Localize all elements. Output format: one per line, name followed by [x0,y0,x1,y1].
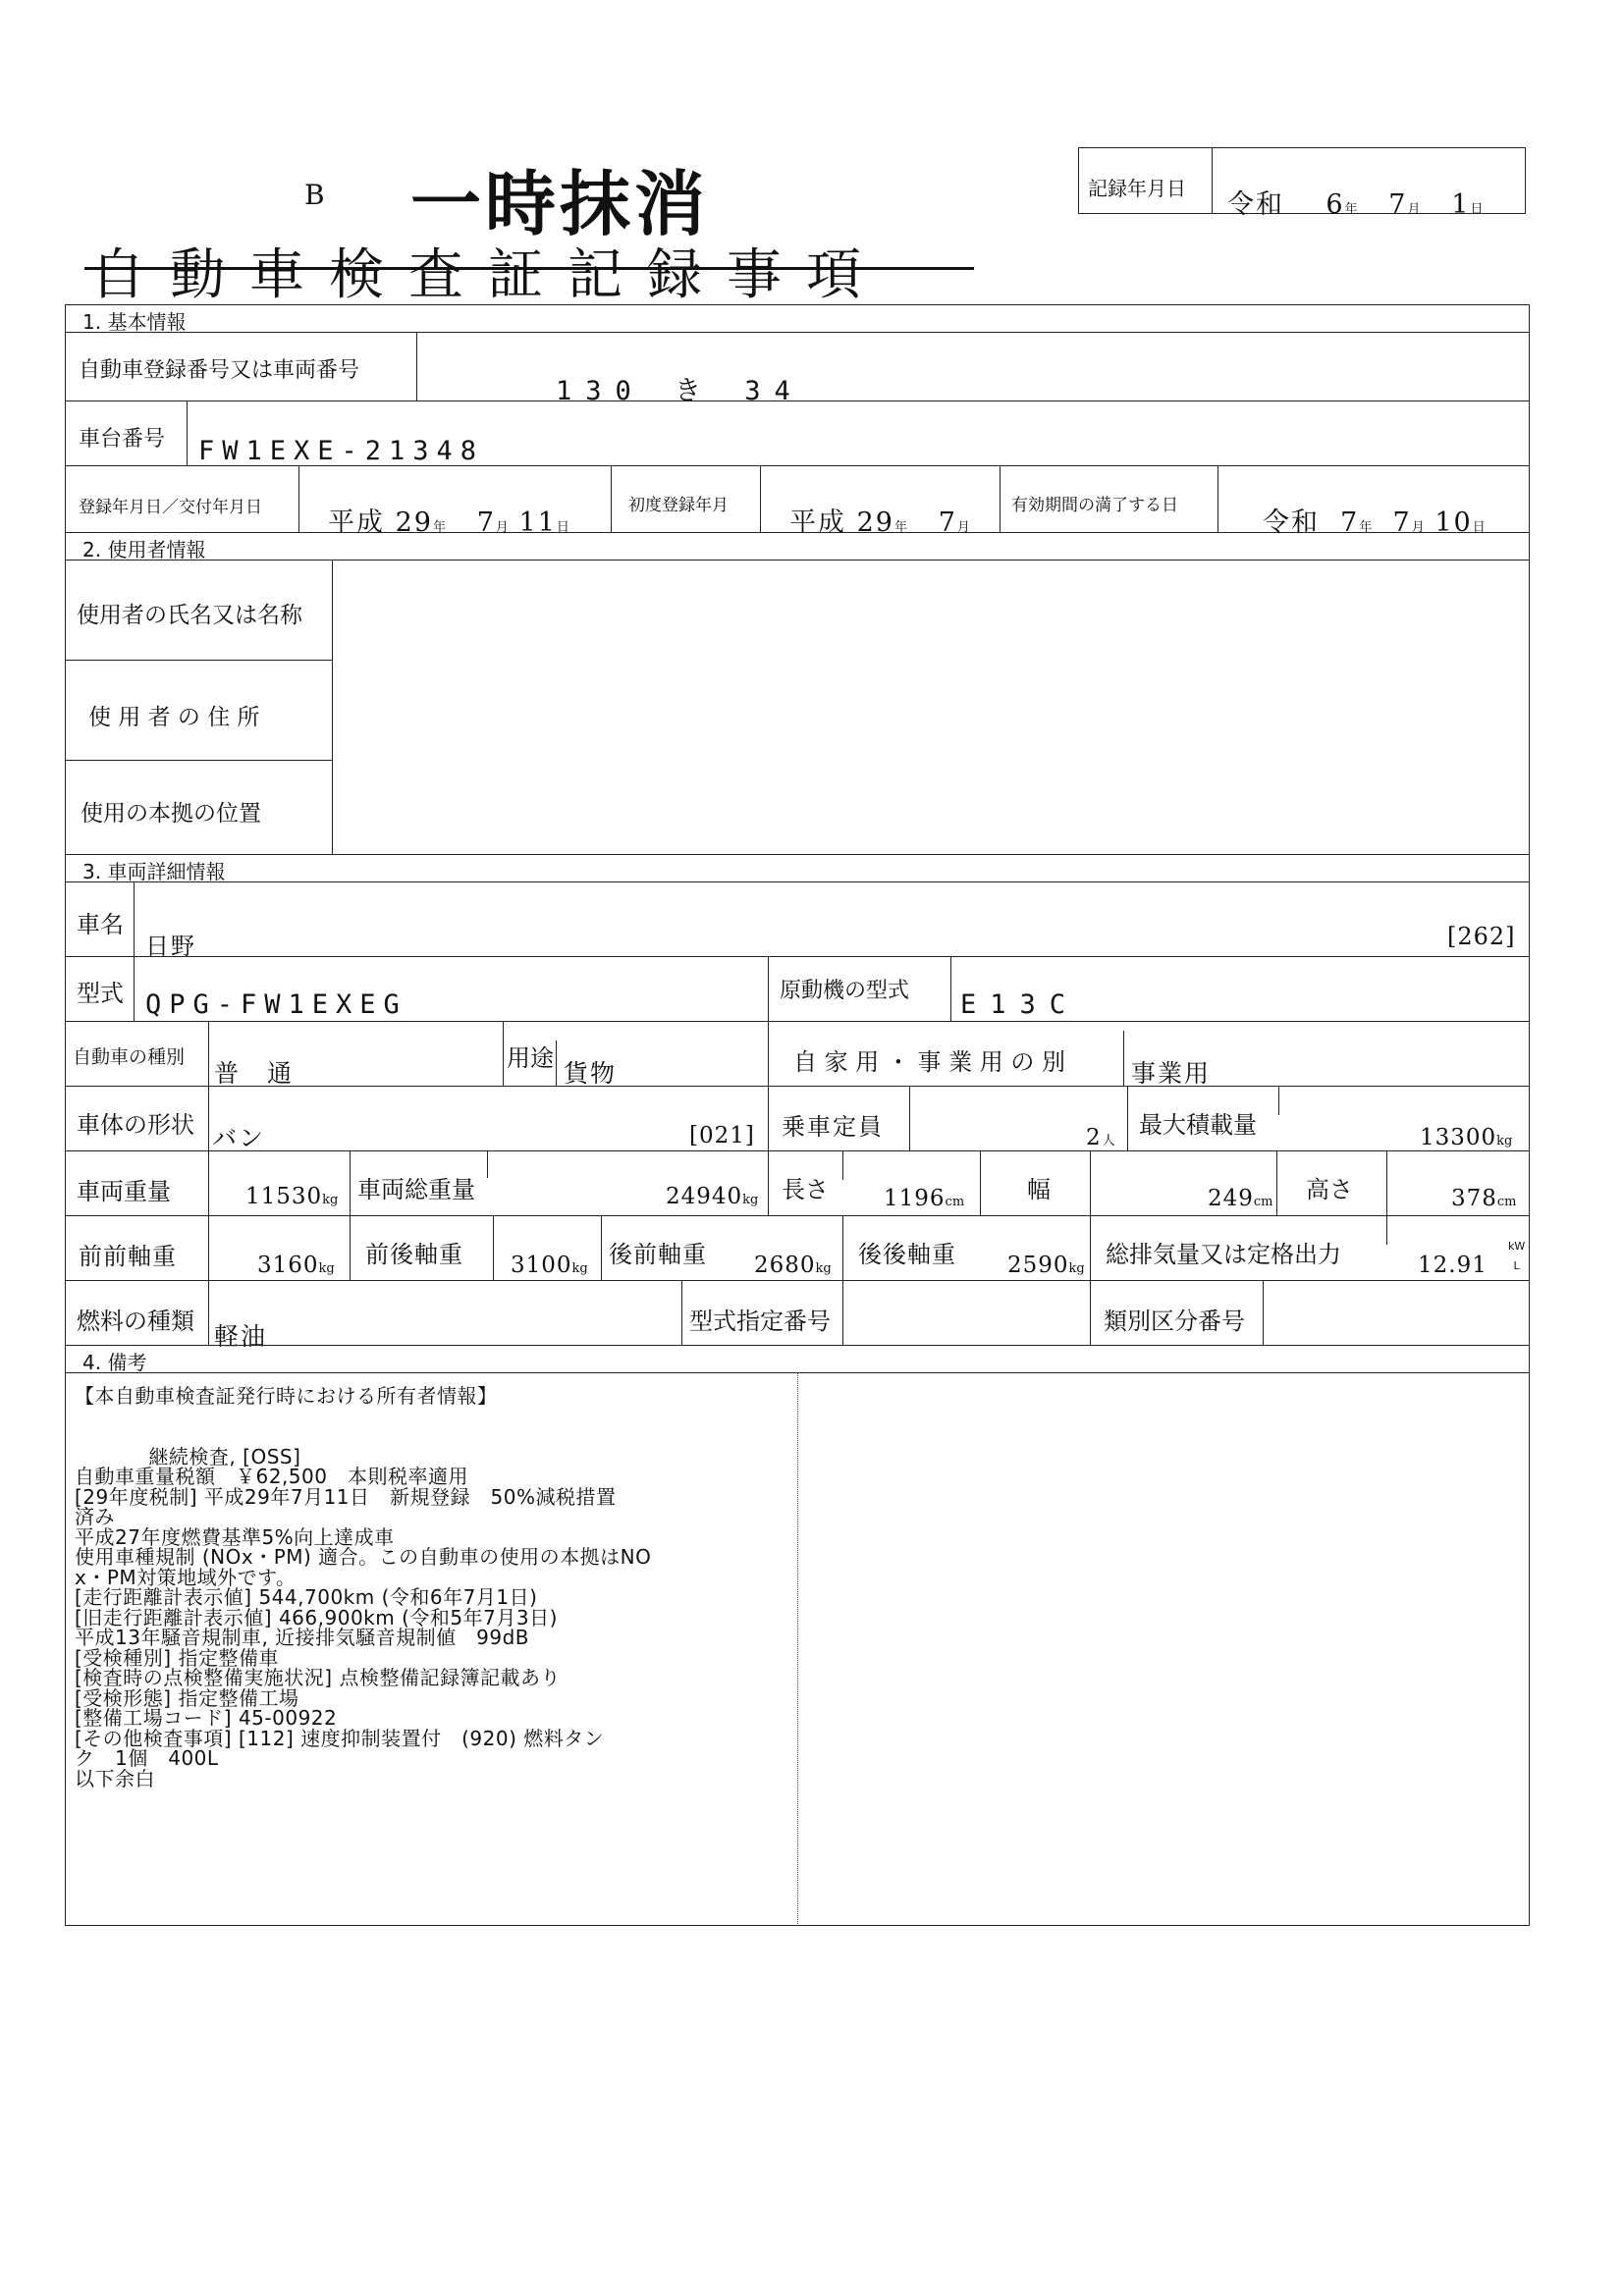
user-name-label: 使用者の氏名又は名称 [77,603,302,628]
rear-rear-axle: 2590kg [1007,1253,1085,1278]
remark-line [75,1407,651,1427]
remark-line: [29年度税制] 平成29年7月11日 新規登録 50%減税措置 [75,1484,617,1509]
remark-line: 自動車重量税額 ￥62,500 本則税率適用 [75,1465,468,1488]
front-front-axle-label: 前前軸重 [79,1243,177,1270]
remark-line: [旧走行距離計表示値] 466,900km (令和5年7月3日) [75,1605,558,1629]
expiry-date-label: 有効期間の満了する日 [1011,496,1178,515]
chassis-number: FW1EXE-21348 [198,436,485,466]
width-label: 幅 [1027,1176,1051,1203]
vehicle-kind: 普 通 [214,1059,295,1088]
gross-weight-label: 車両総重量 [357,1176,475,1203]
private-business-label: 自 家 用 ・ 事 業 用 の 別 [793,1048,1066,1076]
remark-line: 【本自動車検査証発行時における所有者情報】 [75,1384,498,1408]
front-rear-axle-label: 前後軸重 [365,1241,463,1268]
first-registration-date: 平成 29年 7月 [789,507,970,538]
section3-heading: 3. 車両詳細情報 [82,860,226,883]
front-front-axle: 3160kg [257,1253,335,1278]
remark-line: [整備工場コード] 45-00922 [75,1706,338,1730]
record-date-value: 令和 6年 7月 1日 [1227,189,1484,220]
document-title [90,232,964,310]
remark-line: 以下余白 [75,1766,155,1790]
remark-line: [走行距離計表示値] 544,700km (令和6年7月1日) [75,1585,538,1609]
vehicle-weight: 11530kg [245,1184,339,1209]
max-load-label: 最大積載量 [1139,1111,1257,1139]
maker-label: 車名 [77,911,124,938]
remark-line: 継続検査, [OSS] [75,1444,301,1468]
registration-date: 平成 29年 7月 11日 [328,507,569,538]
max-load: 13300kg [1420,1125,1513,1150]
rear-front-axle-label: 後前軸重 [609,1241,707,1268]
remark-line: [検査時の点検整備実施状況] 点検整備記録簿記載あり [75,1666,561,1689]
remark-line: [その他検査事項] [112] 速度抑制装置付 (920) 燃料タン [75,1726,605,1750]
front-rear-axle: 3100kg [511,1253,588,1278]
record-date-label: 記録年月日 [1088,177,1186,200]
use: 貨物 [564,1059,618,1088]
model: QPG-FW1EXEG [145,989,407,1020]
chassis-number-label: 車台番号 [79,427,166,452]
remark-line: 済み [75,1505,115,1528]
height-label: 高さ [1306,1176,1353,1203]
vehicle-weight-label: 車両重量 [77,1178,171,1205]
title-strikethrough [84,267,974,270]
first-registration-label: 初度登録年月 [628,496,729,515]
remark-line: 平成13年騒音規制車, 近接排気騒音規制値 99dB [75,1626,530,1649]
category-label: 類別区分番号 [1104,1308,1245,1335]
fuel-label: 燃料の種類 [77,1308,194,1335]
fuel: 軽油 [214,1322,268,1351]
maker: 日野 [145,933,196,960]
height: 378cm [1451,1186,1517,1211]
temporary-deregistration-stamp: 一時抹消 [410,163,710,245]
remark-line: [受検種別] 指定整備車 [75,1645,279,1670]
remark-line [75,1426,651,1447]
length: 1196cm [884,1186,965,1211]
displacement: 12.91 [1418,1253,1488,1278]
length-label: 長さ [782,1176,829,1203]
remark-line: ク 1個 400L [75,1746,219,1770]
type-designation-label: 型式指定番号 [689,1308,831,1335]
header-prefix: B [304,179,325,211]
remark-line: x・PM対策地域外です。 [75,1565,297,1589]
document-title-text: 自動車検査証記録事項 [90,243,886,307]
expiry-date: 令和 7年 7月 10日 [1263,507,1486,538]
rear-rear-axle-label: 後後軸重 [858,1241,956,1268]
remark-line: 平成27年度燃費基準5%向上達成車 [75,1524,395,1549]
vehicle-kind-label: 自動車の種別 [73,1046,186,1068]
body-shape: バン [212,1124,266,1152]
section1-heading: 1. 基本情報 [82,310,187,334]
use-label: 用途 [507,1044,554,1072]
private-business: 事業用 [1131,1059,1212,1088]
maker-code: [262] [1447,923,1516,950]
remarks-divider [797,1372,798,1926]
body-shape-code: [021] [689,1123,755,1148]
gross-weight: 24940kg [666,1184,759,1209]
width: 249cm [1208,1186,1273,1211]
body-shape-label: 車体の形状 [77,1111,194,1139]
user-address-label: 使 用 者 の 住 所 [88,705,260,730]
remark-line: 使用車種規制 (NOx・PM) 適合。この自動車の使用の本拠はNO [75,1545,652,1569]
base-location-label: 使用の本拠の位置 [81,801,261,827]
section4-heading: 4. 備考 [82,1351,147,1374]
displacement-label: 総排気量又は定格出力 [1106,1241,1341,1268]
remarks-text [75,1386,651,1789]
model-label: 型式 [77,980,124,1007]
capacity: 2人 [1086,1125,1115,1150]
remark-line: [受検形態] 指定整備工場 [75,1685,299,1710]
capacity-label: 乗車定員 [782,1113,884,1141]
engine-model: E13C [960,989,1080,1020]
registration-number: 130 き 34 [556,376,804,406]
registration-number-label: 自動車登録番号又は車両番号 [79,358,360,383]
displacement-unit: kW L [1508,1240,1526,1272]
section2-heading: 2. 使用者情報 [82,538,206,561]
engine-model-label: 原動機の型式 [780,979,910,1003]
registration-date-label: 登録年月日／交付年月日 [79,498,262,517]
rear-front-axle: 2680kg [754,1253,832,1278]
